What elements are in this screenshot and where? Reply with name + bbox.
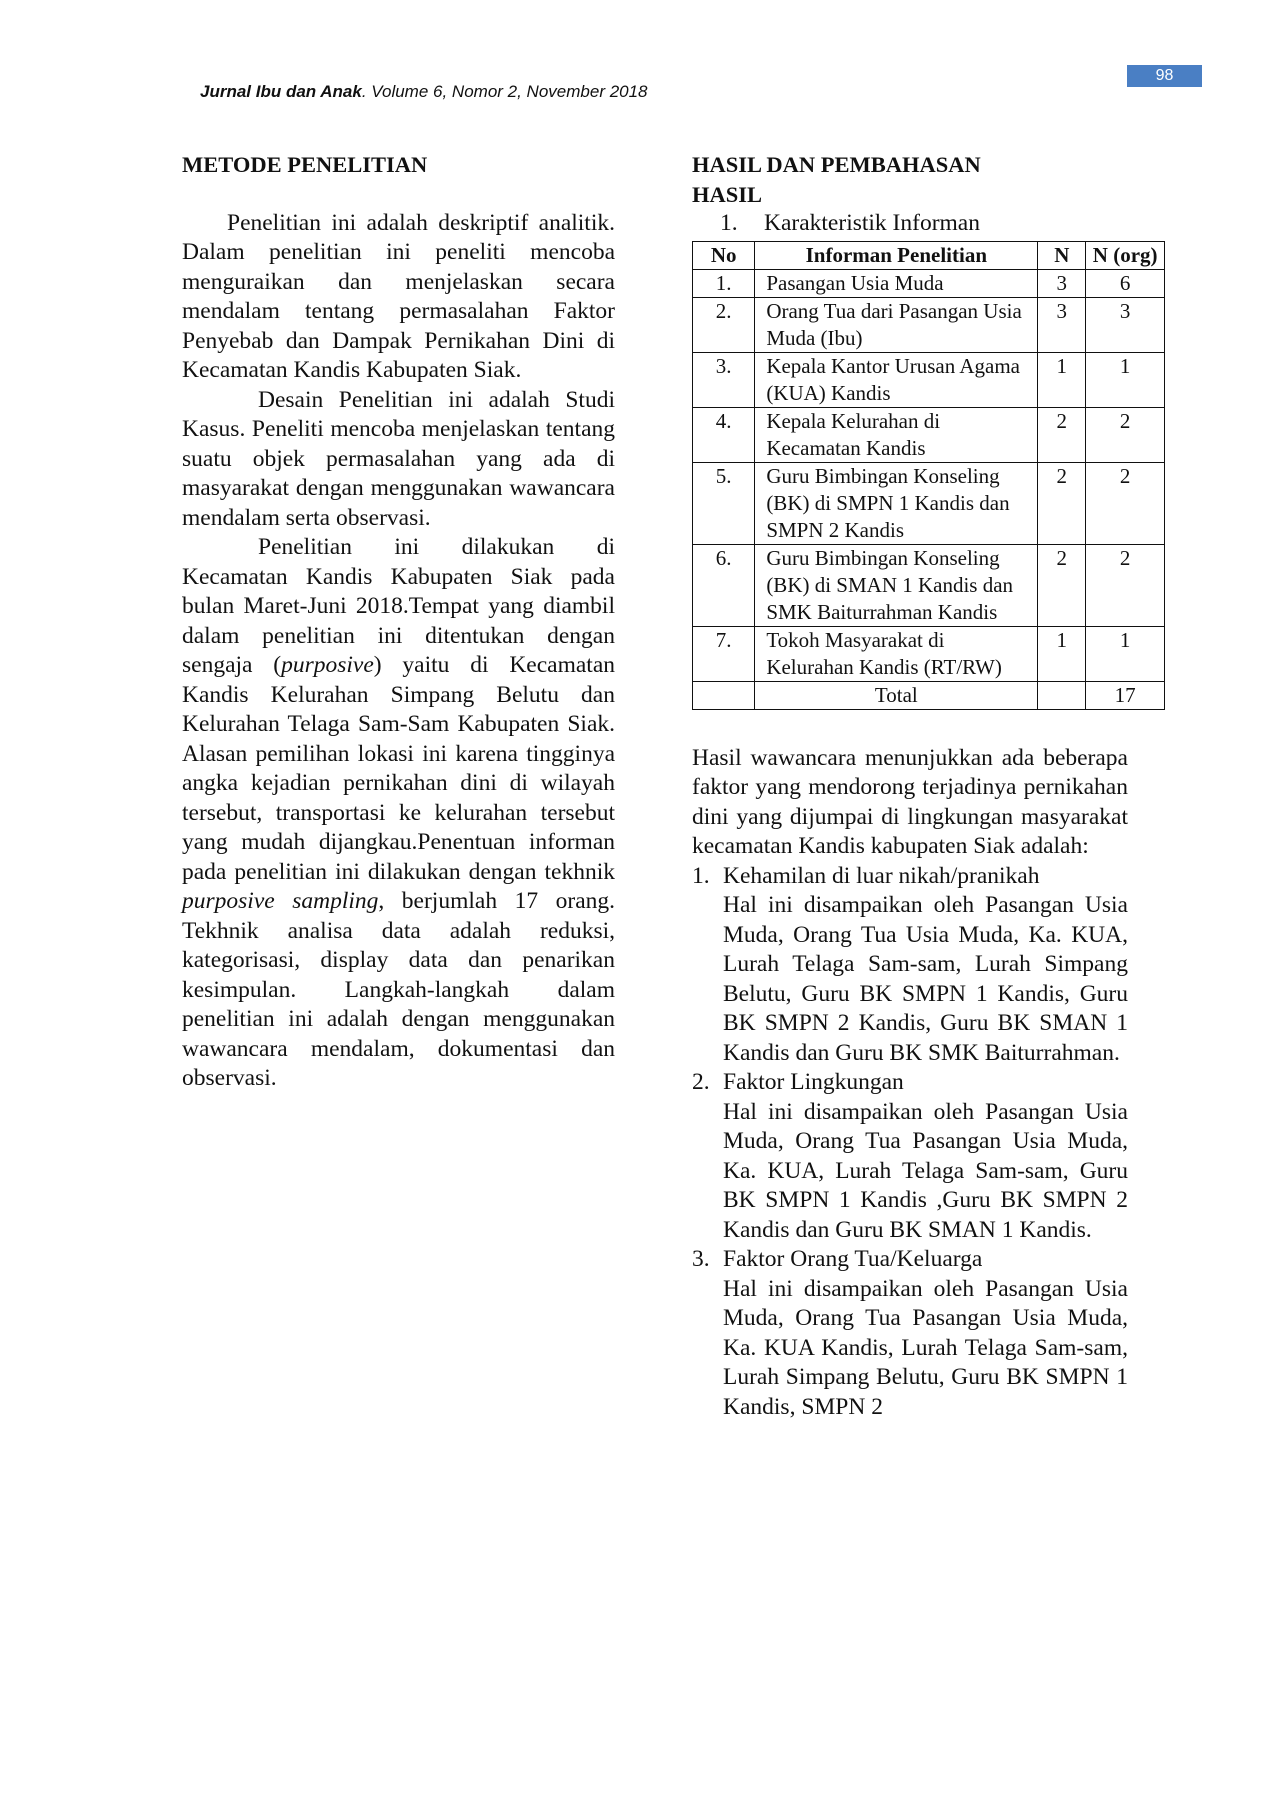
table-row <box>693 407 1165 462</box>
factor-body <box>723 862 1128 1069</box>
subsection-number: 1. <box>720 210 738 236</box>
factor-number: 3. <box>692 1246 710 1272</box>
factor-title: Kehamilan di luar nikah/pranikah <box>723 862 1040 889</box>
metode-p3-part-a: Penelitian ini dilakukan di Kecamatan Kandis Kabupaten Siak pada bulan Maret-Juni 2018.Tempat yang diambil dalam penelitian ini ditentukan dengan sengaja ( <box>182 534 615 678</box>
metode-paragraph-3 <box>182 533 615 1094</box>
cell-informan: Kepala Kantor Urusan Agama (KUA) Kandis <box>755 352 1038 407</box>
metode-heading: METODE PENELITIAN <box>182 152 428 177</box>
cell-n: 1 <box>1038 626 1086 681</box>
factor-title: Faktor Lingkungan <box>723 1069 904 1095</box>
table-row <box>693 462 1165 544</box>
table-total-row <box>693 681 1165 709</box>
cell-org: 1 <box>1086 352 1165 407</box>
cell-informan: Guru Bimbingan Konseling (BK) di SMPN 1 Kandis dan SMPN 2 Kandis <box>755 462 1038 544</box>
factor-number: 1. <box>692 862 710 889</box>
cell-total-label: Total <box>755 681 1038 709</box>
cell-n: 3 <box>1038 269 1086 297</box>
table-row <box>693 544 1165 626</box>
hasil-heading: HASIL <box>692 181 763 207</box>
cell-org: 2 <box>1086 544 1165 626</box>
cell-org: 2 <box>1086 407 1165 462</box>
hasil-intro-paragraph: Hasil wawancara menunjukkan ada beberapa faktor yang mendorong terjadinya pernikahan dini yang dijumpai di lingkungan masyarakat kecamatan Kandis kabupaten Siak adalah: <box>692 744 1128 859</box>
table-row <box>693 352 1165 407</box>
cell-n: 1 <box>1038 352 1086 407</box>
cell-no: 3. <box>693 352 755 407</box>
factor-title: Faktor Orang Tua/Keluarga <box>723 1246 983 1272</box>
table-row <box>693 626 1165 681</box>
col-header-informan: Informan Penelitian <box>755 241 1038 269</box>
table-row <box>693 297 1165 352</box>
factor-description: Hal ini disampaikan oleh Pasangan Usia Muda, Orang Tua Pasangan Usia Muda, Ka. KUA, Lurah Telaga Sam-sam, Guru BK SMPN 1 Kandis ,Guru BK SMPN 2 Kandis dan Guru BK SMAN 1 Kandis. <box>723 1098 1128 1243</box>
cell-empty <box>1038 681 1086 709</box>
metode-paragraph-2: Desain Penelitian ini adalah Studi Kasus. Peneliti mencoba menjelaskan tentang suatu objek permasalahan yang ada di masyarakat dengan menggunakan wawancara mendalam serta observasi. <box>182 386 615 531</box>
cell-org: 3 <box>1086 297 1165 352</box>
factor-description: Hal ini disampaikan oleh Pasangan Usia Muda, Orang Tua Usia Muda, Ka. KUA, Lurah Telaga Sam-sam, Lurah Simpang Belutu, Guru BK SMPN 1 Kandis, Guru BK SMPN 2 Kandis, Guru BK SMAN 1 Kandis dan Guru BK SMK Baiturrahman. <box>723 892 1128 1066</box>
page-number: 98 <box>1127 65 1202 87</box>
col-header-n-org: N (org) <box>1086 241 1165 269</box>
cell-n: 2 <box>1038 407 1086 462</box>
right-column <box>692 150 1158 1422</box>
cell-no: 4. <box>693 407 755 462</box>
left-column <box>182 150 615 1094</box>
cell-org: 6 <box>1086 269 1165 297</box>
factor-list <box>692 862 1128 1423</box>
informan-table <box>692 241 1165 710</box>
cell-no: 7. <box>693 626 755 681</box>
cell-n: 3 <box>1038 297 1086 352</box>
factor-body <box>723 1245 1128 1422</box>
metode-p3-part-b: ) yaitu di Kecamatan Kandis Kelurahan Simpang Belutu dan Kelurahan Telaga Sam-Sam Kabupaten Siak. Alasan pemilihan lokasi ini karena tingginya angka kejadian pernikahan dini di wilayah tersebut, transportasi ke kelurahan tersebut yang mudah dijangkau.Penentuan informan pada penelitian ini dilakukan dengan tekhnik <box>182 652 615 885</box>
cell-no: 1. <box>693 269 755 297</box>
subsection-karakteristik <box>692 209 1128 239</box>
table-header-row <box>693 241 1165 269</box>
list-item <box>692 1068 1128 1245</box>
metode-paragraph-1: Penelitian ini adalah deskriptif analitik. Dalam penelitian ini peneliti mencoba menguraikan dan menjelaskan secara mendalam tentang permasalahan Faktor Penyebab dan Dampak Pernikahan Dini di Kecamatan Kandis Kabupaten Siak. <box>182 209 615 383</box>
table-row <box>693 269 1165 297</box>
cell-empty <box>693 681 755 709</box>
metode-p3-em-purposive: purposive <box>281 652 374 678</box>
cell-informan: Kepala Kelurahan di Kecamatan Kandis <box>755 407 1038 462</box>
factor-description: Hal ini disampaikan oleh Pasangan Usia Muda, Orang Tua Pasangan Usia Muda, Ka. KUA Kandis, Lurah Telaga Sam-sam, Lurah Simpang Belutu, Guru BK SMPN 1 Kandis, SMPN 2 <box>723 1275 1128 1420</box>
metode-p3-em-sampling: purposive sampling <box>182 888 379 914</box>
metode-p3-part-c: , berjumlah 17 orang. Tekhnik analisa data adalah reduksi, kategorisasi, display data dan penarikan kesimpulan. Langkah-langkah dalam penelitian ini adalah dengan menggunakan wawancara mendalam, dokumentasi dan observasi. <box>182 888 616 1091</box>
cell-no: 6. <box>693 544 755 626</box>
cell-n: 2 <box>1038 544 1086 626</box>
cell-total-value: 17 <box>1086 681 1165 709</box>
hasil-pembahasan-heading: HASIL DAN PEMBAHASAN <box>692 152 981 177</box>
factor-body <box>723 1068 1128 1245</box>
cell-informan: Pasangan Usia Muda <box>755 269 1038 297</box>
cell-org: 2 <box>1086 462 1165 544</box>
subsection-title: Karakteristik Informan <box>764 210 980 236</box>
cell-n: 2 <box>1038 462 1086 544</box>
cell-no: 5. <box>693 462 755 544</box>
list-item <box>692 862 1128 1069</box>
journal-issue: . Volume 6, Nomor 2, November 2018 <box>361 82 648 101</box>
cell-no: 2. <box>693 297 755 352</box>
cell-informan: Orang Tua dari Pasangan Usia Muda (Ibu) <box>755 297 1038 352</box>
col-header-no: No <box>693 241 755 269</box>
cell-org: 1 <box>1086 626 1165 681</box>
cell-informan: Guru Bimbingan Konseling (BK) di SMAN 1 Kandis dan SMK Baiturrahman Kandis <box>755 544 1038 626</box>
cell-informan: Tokoh Masyarakat di Kelurahan Kandis (RT/RW) <box>755 626 1038 681</box>
running-header <box>200 82 648 102</box>
journal-name: Jurnal Ibu dan Anak <box>200 82 362 101</box>
factor-number: 2. <box>692 1069 710 1095</box>
col-header-n: N <box>1038 241 1086 269</box>
list-item <box>692 1245 1128 1422</box>
